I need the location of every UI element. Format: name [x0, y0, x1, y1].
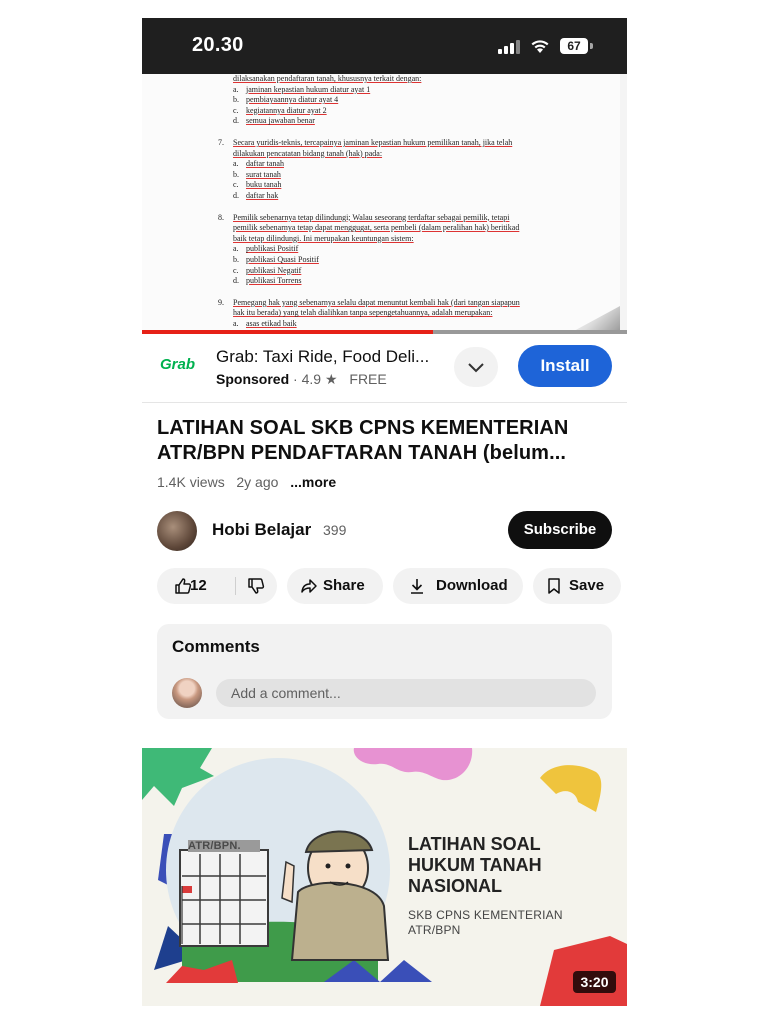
star-icon: ★ [324, 371, 338, 387]
doc-option-line [233, 191, 565, 202]
ad-meta [216, 371, 387, 388]
thumbnail-subtitle-line-2: ATR/BPN [408, 923, 461, 937]
comment-input[interactable]: Add a comment... [216, 679, 596, 707]
thumbnail-artwork [142, 748, 627, 1006]
doc-line-text: publikasi Positif [246, 244, 299, 254]
doc-option-line [233, 170, 565, 181]
ad-price: FREE [349, 371, 387, 387]
status-bar [142, 18, 627, 74]
doc-line-text: pemilik sebenarnya tetap dapat menggugat, serta pembeli (dalam peralihan hak) beritikad [233, 223, 520, 233]
thumbnail-subtitle [408, 908, 563, 938]
doc-question-number: 8. [218, 212, 224, 222]
doc-line-text: dilaksanakan pendaftaran tanah, khususnya terkait dengan: [233, 74, 422, 83]
save-button[interactable] [533, 568, 621, 604]
doc-option-letter: d. [233, 276, 239, 286]
doc-option-letter: b. [233, 255, 239, 264]
doc-option-letter: c. [233, 180, 239, 190]
thumbnail-title [408, 834, 542, 897]
like-divider [235, 577, 236, 595]
share-label: Share [323, 577, 365, 594]
download-icon [408, 577, 426, 599]
doc-option-letter: d. [233, 116, 239, 126]
chevron-down-icon [467, 360, 485, 374]
doc-line-text: Pemegang hak yang sebenarnya selalu dapat menuntut kembali hak (dari tangan siapapun [233, 297, 520, 307]
doc-line-text: pembiayaannya diatur ayat 4 [246, 95, 339, 105]
video-title[interactable]: LATIHAN SOAL SKB CPNS KEMENTERIAN ATR/BPN PENDAFTARAN TANAH (belum... [157, 417, 569, 464]
next-video-thumbnail[interactable] [142, 748, 627, 1006]
thumbnail-subtitle-line-1: SKB CPNS KEMENTERIAN [408, 908, 563, 922]
thumbnail-title-line-2: HUKUM TANAH [408, 855, 542, 875]
doc-question-line [218, 298, 550, 309]
doc-text-line [233, 223, 565, 234]
doc-option-line [233, 159, 565, 170]
battery-icon: 67 [560, 38, 588, 54]
doc-option-letter: c. [233, 265, 239, 275]
doc-text-line [233, 149, 565, 160]
doc-line-text: publikasi Quasi Positif [246, 255, 319, 264]
phone-screen [142, 18, 627, 1006]
doc-option-line [233, 85, 565, 96]
thumbnail-sign-text: ATR/BPN. [188, 840, 241, 852]
signal-icon [498, 40, 520, 54]
user-avatar [172, 678, 202, 708]
doc-question-number: 9. [218, 297, 224, 307]
share-button[interactable] [287, 568, 383, 604]
subscribe-button[interactable]: Subscribe [508, 511, 612, 549]
share-icon [300, 577, 318, 599]
ad-title[interactable]: Grab: Taxi Ride, Food Deli... [216, 347, 430, 366]
doc-line-text: publikasi Torrens [246, 276, 302, 286]
ad-dot: · [293, 371, 298, 387]
save-label: Save [569, 577, 605, 594]
more-link[interactable]: ...more [290, 474, 337, 490]
comments-header: Comments [172, 637, 260, 656]
doc-line-text: kegiatannya diatur ayat 2 [246, 105, 327, 115]
wifi-icon [529, 38, 551, 54]
doc-text-line [233, 308, 565, 319]
doc-option-letter: d. [233, 191, 239, 200]
grab-logo: Grab [160, 356, 196, 373]
doc-option-letter: a. [233, 159, 239, 169]
doc-line-text: daftar tanah [246, 159, 284, 169]
doc-option-letter: c. [233, 105, 239, 115]
bookmark-icon [546, 577, 562, 599]
doc-line-text: Secara yuridis-teknis, tercapainya jaminan kepastian hukum pemilikan tanah, jika telah [233, 138, 513, 147]
doc-text-line [233, 234, 565, 245]
view-count: 1.4K views [157, 474, 225, 490]
doc-line-text: baik tetap dilindungi. Ini merupakan keuntungan sistem: [233, 233, 414, 243]
doc-option-letter: a. [233, 244, 239, 254]
battery-tip [590, 43, 593, 49]
doc-line-text: buku tanah [246, 180, 282, 190]
ad-rating: 4.9 [301, 371, 322, 387]
doc-option-line [233, 266, 565, 277]
doc-option-line [233, 244, 565, 255]
thumbnail-title-line-3: NASIONAL [408, 876, 502, 896]
doc-line-text: surat tanah [246, 169, 281, 179]
doc-line-text: daftar hak [246, 191, 279, 200]
video-duration: 3:20 [573, 971, 616, 993]
like-dislike-chip [157, 568, 277, 604]
sponsored-ad[interactable] [142, 334, 627, 403]
install-button[interactable]: Install [518, 345, 612, 387]
doc-question-line [218, 138, 550, 149]
status-time: 20.30 [192, 34, 244, 56]
channel-name[interactable]: Hobi Belajar [212, 520, 312, 539]
ad-expand-button[interactable] [454, 347, 498, 387]
doc-line-text: semua jawaban benar [246, 116, 315, 126]
upload-age: 2y ago [236, 474, 279, 490]
doc-line-text: asas etikad baik [246, 319, 297, 328]
doc-line-text: jaminan kepastian hukum diatur ayat 1 [246, 84, 371, 94]
video-document-frame [142, 74, 620, 330]
video-player[interactable] [142, 74, 627, 334]
doc-option-letter: a. [233, 84, 239, 94]
doc-option-letter: a. [233, 319, 239, 328]
doc-line-text: publikasi Negatif [246, 265, 302, 275]
download-label: Download [436, 577, 508, 594]
like-count[interactable]: 12 [190, 577, 207, 594]
thumbnail-title-line-1: LATIHAN SOAL [408, 834, 541, 854]
doc-option-line [233, 319, 565, 330]
download-button[interactable] [393, 568, 523, 604]
doc-line-text: hak itu berada) yang telah dialihkan tanpa sepengetahuannya, adalah merupakan: [233, 308, 493, 318]
doc-line-text: dilakukan pencatatan bidang tanah (hak) pada: [233, 148, 383, 158]
ad-sponsored-label: Sponsored [216, 371, 290, 387]
comments-section[interactable] [157, 624, 612, 719]
doc-question-number: 7. [218, 138, 224, 147]
doc-option-line [233, 106, 565, 117]
doc-option-line [233, 276, 565, 287]
dislike-icon[interactable] [247, 577, 265, 599]
doc-option-line [233, 180, 565, 191]
doc-option-line [233, 95, 565, 106]
channel-avatar[interactable] [157, 511, 197, 551]
doc-option-line [233, 116, 565, 127]
doc-option-letter: b. [233, 169, 239, 179]
action-bar [157, 568, 627, 604]
video-stats[interactable] [157, 474, 336, 490]
doc-question-line [218, 213, 550, 224]
doc-text-line [233, 74, 565, 85]
subscriber-count: 399 [323, 522, 347, 538]
doc-option-letter: b. [233, 95, 239, 105]
doc-line-text: Pemilik sebenarnya tetap dilindungi; Walau seseorang terdaftar sebagai pemilik, tetapi [233, 212, 510, 222]
doc-option-line [233, 255, 565, 266]
